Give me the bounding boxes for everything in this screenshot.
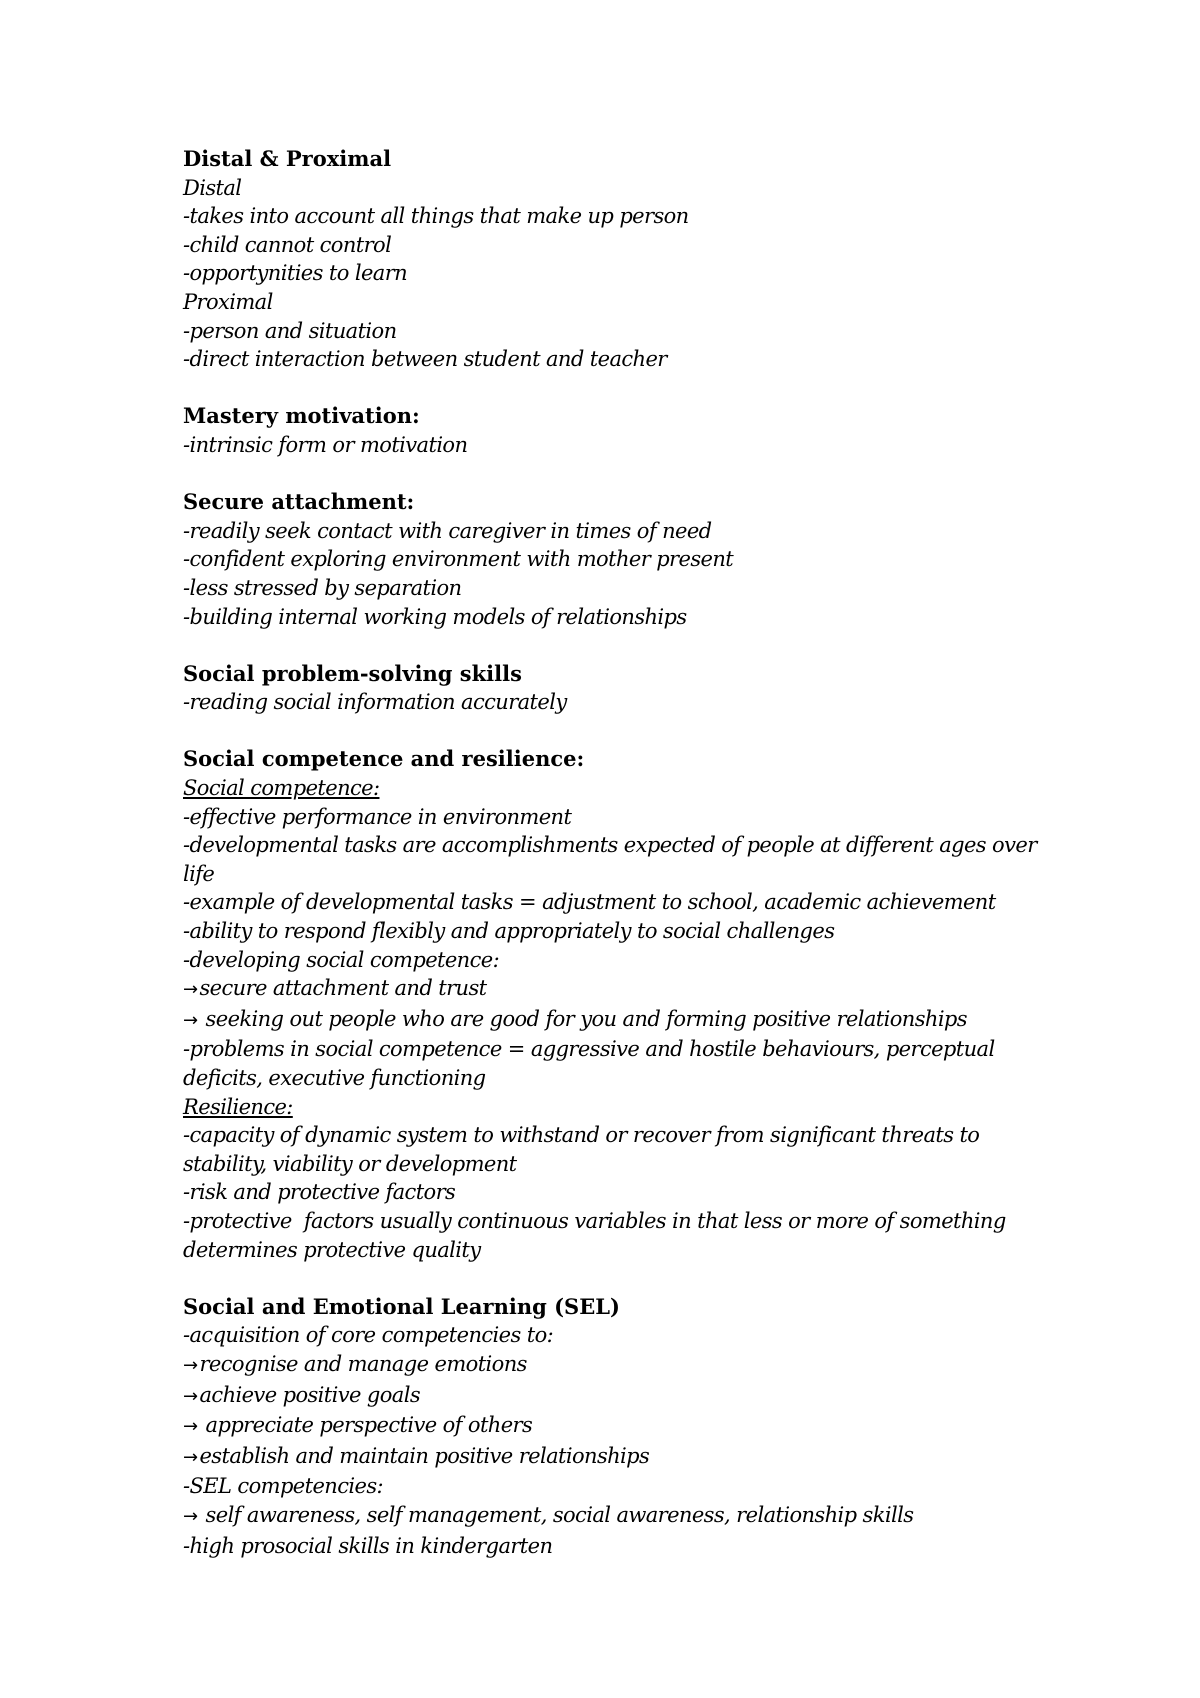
note-line <box>183 1321 1043 1350</box>
line-text: -child cannot control <box>183 232 392 257</box>
note-section <box>183 745 1043 1264</box>
note-line <box>183 688 1043 717</box>
line-text: seeking out people who are good for you and forming positive relationships <box>199 1006 967 1031</box>
note-line <box>183 545 1043 574</box>
note-line <box>183 603 1043 632</box>
arrow-bullet-line <box>183 974 1043 1005</box>
arrow-bullet-line <box>183 1350 1043 1381</box>
note-line <box>183 259 1043 288</box>
line-text: achieve positive goals <box>199 1382 421 1407</box>
note-section <box>183 660 1043 717</box>
arrow-bullet-line <box>183 1442 1043 1473</box>
line-text: -capacity of dynamic system to withstand or recover from significant threats to <box>183 1123 980 1148</box>
arrow-bullet-line <box>183 1411 1043 1442</box>
note-line <box>183 345 1043 374</box>
line-text: Distal <box>183 175 242 200</box>
note-line <box>183 831 1043 860</box>
line-text: -example of developmental tasks = adjustment to school, academic achievement <box>183 890 996 915</box>
section-heading: Secure attachment: <box>183 489 415 515</box>
line-text: deficits, executive functioning <box>183 1066 486 1090</box>
arrow-right-icon: → <box>183 1354 198 1376</box>
subheading-line <box>183 774 1043 803</box>
line-text: Proximal <box>183 289 273 314</box>
line-text: -ability to respond flexibly and appropriately to social challenges <box>183 919 835 944</box>
note-line <box>183 517 1043 546</box>
arrow-bullet-line <box>183 1501 1043 1532</box>
note-line <box>183 888 1043 917</box>
note-line <box>183 317 1043 346</box>
line-text: -SEL competencies: <box>183 1474 383 1499</box>
line-text: -opportynities to learn <box>183 261 408 286</box>
line-text: appreciate perspective of others <box>199 1413 533 1438</box>
line-text: -direct interaction between student and teacher <box>183 347 667 372</box>
line-text: determines protective quality <box>183 1237 481 1262</box>
note-line <box>183 1472 1043 1501</box>
section-heading: Mastery motivation: <box>183 403 420 429</box>
line-text: Resilience: <box>183 1094 293 1119</box>
subheading-line <box>183 1093 1043 1122</box>
note-line <box>183 1064 1043 1093</box>
line-text: self awareness, self management, social awareness, relationship skills <box>199 1502 914 1527</box>
note-line <box>183 1207 1043 1236</box>
arrow-right-icon: → <box>183 1009 198 1031</box>
line-text: -readily seek contact with caregiver in times of need <box>183 518 712 543</box>
line-text: -protective factors usually continuous variables in that less or more of something <box>183 1208 1006 1233</box>
line-text: secure attachment and trust <box>199 976 487 1001</box>
note-section <box>183 1293 1043 1560</box>
note-section <box>183 402 1043 459</box>
section-heading: Social problem-solving skills <box>183 660 522 686</box>
line-text: -building internal working models of relationships <box>183 604 687 629</box>
note-line <box>183 1532 1043 1561</box>
note-section <box>183 488 1043 631</box>
note-line <box>183 231 1043 260</box>
note-line <box>183 431 1043 460</box>
section-heading: Social competence and resilience: <box>183 746 585 772</box>
line-text: stability, viability or development <box>183 1151 517 1176</box>
line-text: -reading social information accurately <box>183 690 567 715</box>
arrow-right-icon: → <box>183 1416 198 1438</box>
line-text: -takes into account all things that make up person <box>183 204 689 229</box>
line-text: -high prosocial skills in kindergarten <box>183 1533 553 1558</box>
note-line <box>183 202 1043 231</box>
note-line <box>183 1236 1043 1265</box>
section-heading: Social and Emotional Learning (SEL) <box>183 1293 620 1319</box>
arrow-right-icon: → <box>183 1385 198 1407</box>
line-text: -intrinsic form or motivation <box>183 432 468 457</box>
line-text: life <box>183 861 215 886</box>
line-text: -developmental tasks are accomplishments expected of people at different ages over <box>183 833 1037 858</box>
arrow-right-icon: → <box>183 1505 198 1527</box>
note-section <box>183 145 1043 374</box>
line-text: -acquisition of core competencies to: <box>183 1323 554 1348</box>
note-line <box>183 803 1043 832</box>
line-text: -developing social competence: <box>183 947 500 972</box>
note-line <box>183 860 1043 889</box>
document-body <box>183 145 1043 1589</box>
note-line <box>183 946 1043 975</box>
note-line <box>183 1035 1043 1064</box>
note-line <box>183 1150 1043 1179</box>
note-line <box>183 1121 1043 1150</box>
section-heading: Distal & Proximal <box>183 146 392 171</box>
line-text: -problems in social competence = aggressive and hostile behaviours, perceptual <box>183 1037 995 1062</box>
line-text: -person and situation <box>183 318 397 343</box>
line-text: recognise and manage emotions <box>199 1351 527 1376</box>
note-line <box>183 288 1043 317</box>
arrow-right-icon: → <box>183 1446 198 1468</box>
line-text: -effective performance in environment <box>183 804 572 829</box>
arrow-bullet-line <box>183 1005 1043 1036</box>
arrow-right-icon: → <box>183 979 198 1001</box>
line-text: -less stressed by separation <box>183 575 462 600</box>
line-text: -risk and protective factors <box>183 1180 456 1205</box>
line-text: -confident exploring environment with mother present <box>183 547 734 572</box>
note-line <box>183 1178 1043 1207</box>
note-line <box>183 917 1043 946</box>
line-text: establish and maintain positive relationships <box>199 1443 650 1468</box>
line-text: Social competence: <box>183 776 380 801</box>
arrow-bullet-line <box>183 1381 1043 1412</box>
note-line <box>183 174 1043 203</box>
note-line <box>183 574 1043 603</box>
